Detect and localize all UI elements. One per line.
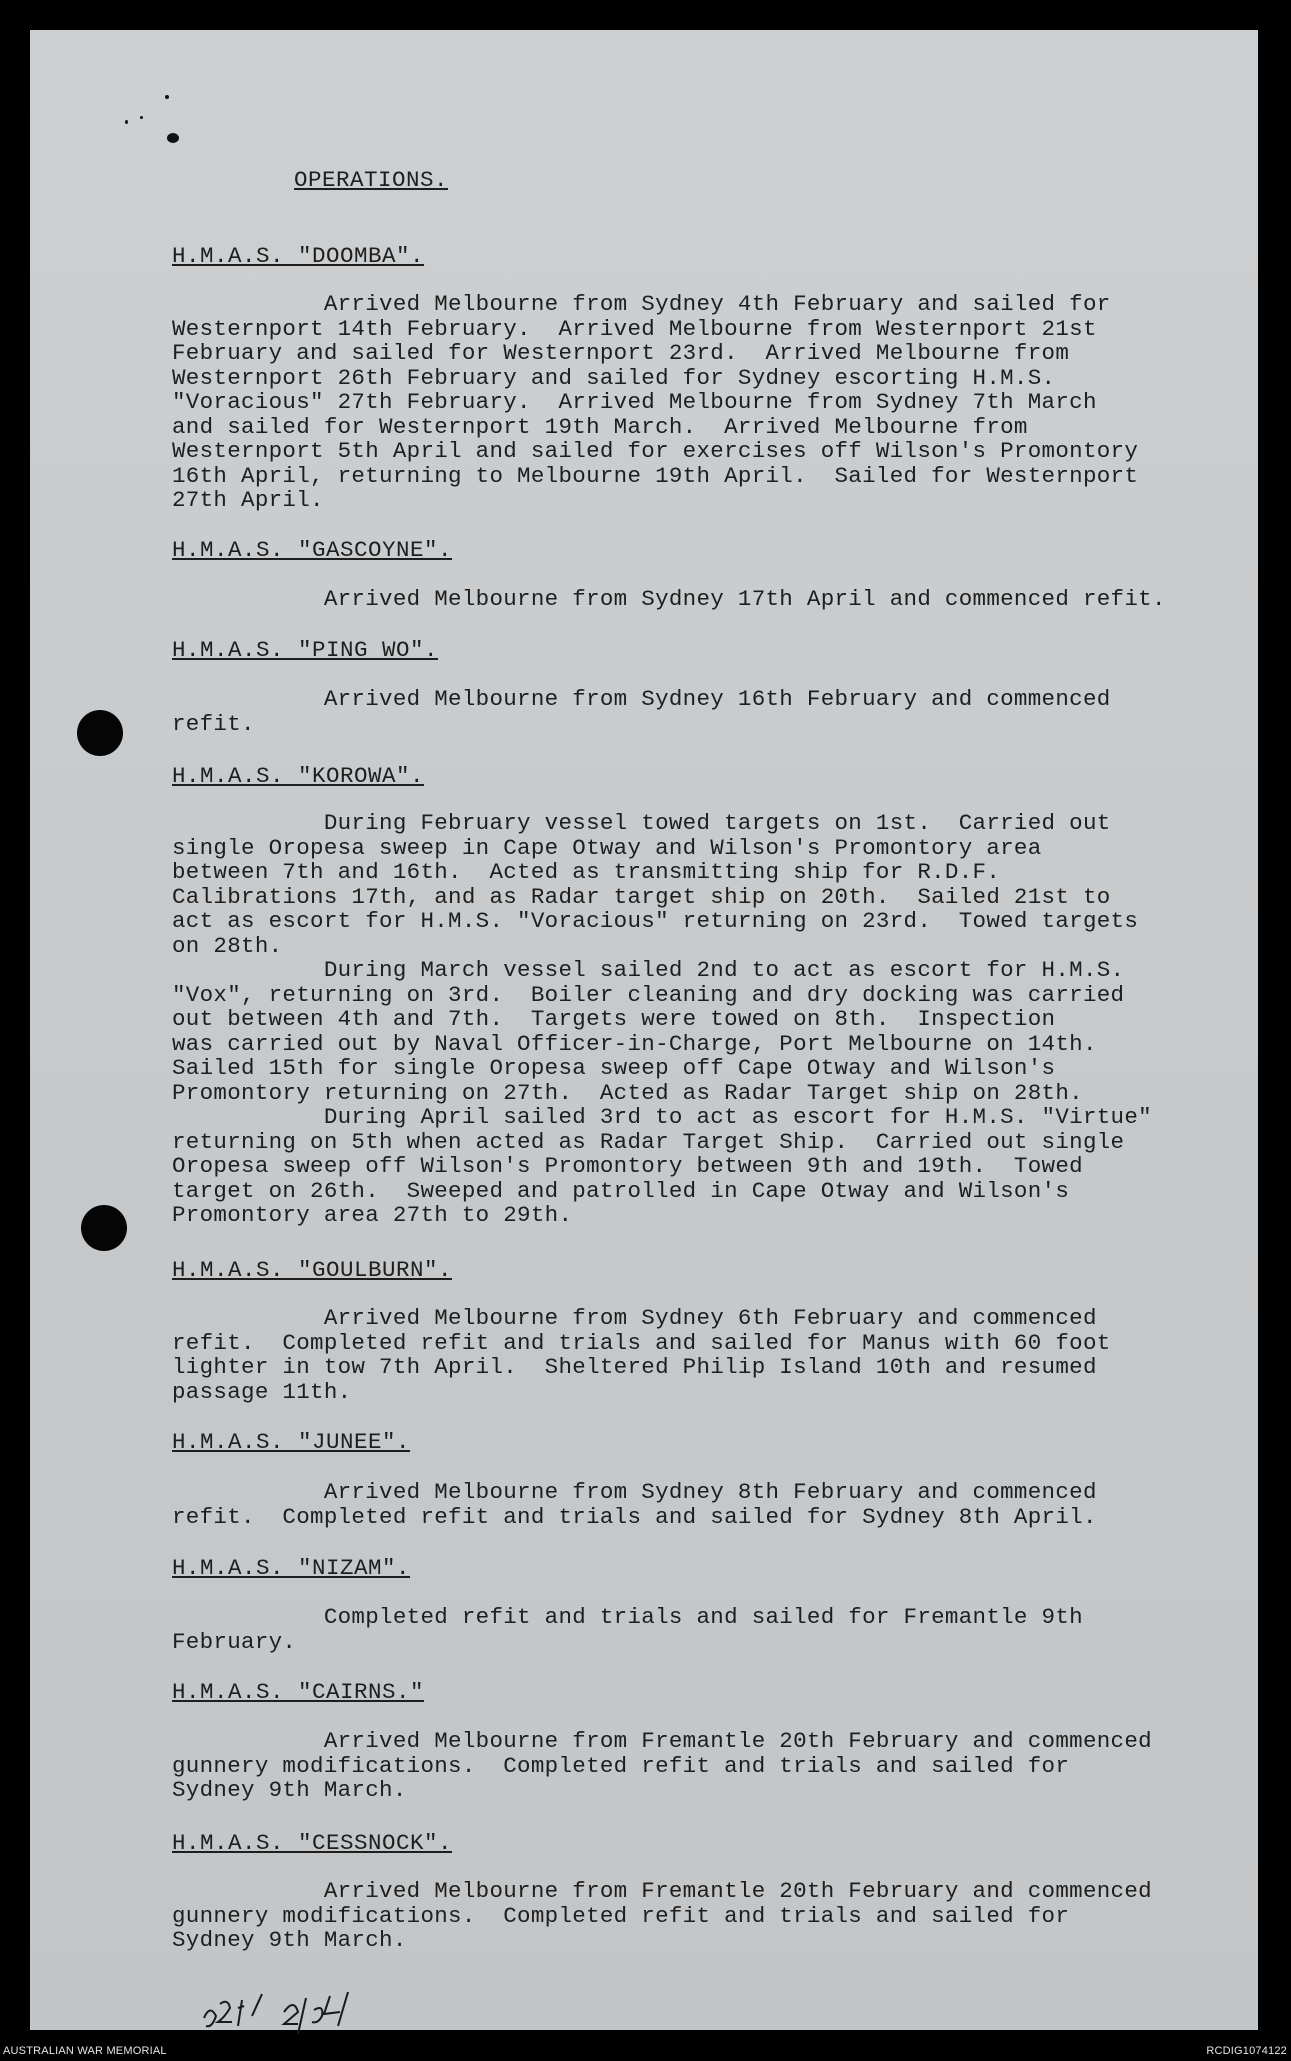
ship-report: Arrived Melbourne from Sydney 17th April and commenced refit. — [172, 586, 1166, 612]
ship-heading: H.M.A.S. "PING WO". — [172, 637, 439, 663]
ship-report: Completed refit and trials and sailed for Fremantle 9th February. — [172, 1604, 1083, 1655]
ship-report: Arrived Melbourne from Fremantle 20th February and commenced gunnery modifications. Completed refit and trials and sailed for Sydney 9th March. — [172, 1728, 1152, 1803]
ship-report: Arrived Melbourne from Sydney 4th February and sailed for Westernport 14th February. Arrived Melbourne from Westernport 21st February and sailed for Westernport 23rd. Arrived Melbourne from Westernport 26th February and sailed for Sydney escorting H.M.S. "Voracious" 27th February. Arrived Melbourne from Sydney 7th March and sailed for Westernport 19th March. Arrived Melbourne from Westernport 5th April and sailed for exercises off Wilson's Promontory 16th April, returning to Melbourne 19th April. Sailed for Westernport 27th April. — [172, 291, 1139, 513]
ship-report: Arrived Melbourne from Fremantle 20th February and commenced gunnery modifications. Completed refit and trials and sailed for Sydney 9th March. — [172, 1878, 1152, 1953]
handwritten-annotation — [198, 1978, 398, 2038]
ship-heading: H.M.A.S. "CESSNOCK". — [172, 1830, 453, 1856]
ship-heading: H.M.A.S. "KOROWA". — [172, 763, 425, 789]
ship-report: Arrived Melbourne from Sydney 6th February and commenced refit. Completed refit and trials and sailed for Manus with 60 foot lighter in tow 7th April. Sheltered Philip Island 10th and resumed passage 11th. — [172, 1305, 1111, 1405]
ship-heading: H.M.A.S. "DOOMBA". — [172, 243, 425, 269]
ship-heading: H.M.A.S. "JUNEE". — [172, 1429, 411, 1455]
ship-heading: H.M.A.S. "GOULBURN". — [172, 1257, 453, 1283]
document-body — [30, 30, 1258, 2030]
archive-reference: RCDIG1074122 — [1206, 2045, 1287, 2057]
ship-heading: H.M.A.S. "CAIRNS." — [172, 1679, 425, 1705]
ship-report: During February vessel towed targets on 1st. Carried out single Oropesa sweep in Cape Otway and Wilson's Promontory area between 7th and 16th. Acted as transmitting ship for R.D.F. Calibrations 17th, and as Radar target ship on 20th. Sailed 21st to act as escort for H.M.S. "Voracious" returning on 23rd. Towed targets on 28th. During March vessel sailed 2nd to act as escort for H.M.S. "Vox", returning on 3rd. Boiler cleaning and dry docking was carried out between 4th and 7th. Targets were towed on 8th. Inspection was carried out by Naval Officer-in-Charge, Port Melbourne on 14th. Sailed 15th for single Oropesa sweep off Cape Otway and Wilson's Promontory returning on 27th. Acted as Radar Target ship on 28th. During April sailed 3rd to act as escort for H.M.S. "Virtue" returning on 5th when acted as Radar Target Ship. Carried out single Oropesa sweep off Wilson's Promontory between 9th and 19th. Towed target on 26th. Sweeped and patrolled in Cape Otway and Wilson's Promontory area 27th to 29th. — [172, 810, 1152, 1228]
ship-heading: H.M.A.S. "NIZAM". — [172, 1555, 411, 1581]
page-title: OPERATIONS. — [294, 167, 449, 193]
ship-report: Arrived Melbourne from Sydney 16th February and commenced refit. — [172, 686, 1111, 737]
ship-report: Arrived Melbourne from Sydney 8th February and commenced refit. Completed refit and trials and sailed for Sydney 8th April. — [172, 1479, 1097, 1530]
ship-heading: H.M.A.S. "GASCOYNE". — [172, 537, 453, 563]
archive-credit: AUSTRALIAN WAR MEMORIAL — [3, 2045, 167, 2057]
document-page — [30, 30, 1258, 2030]
